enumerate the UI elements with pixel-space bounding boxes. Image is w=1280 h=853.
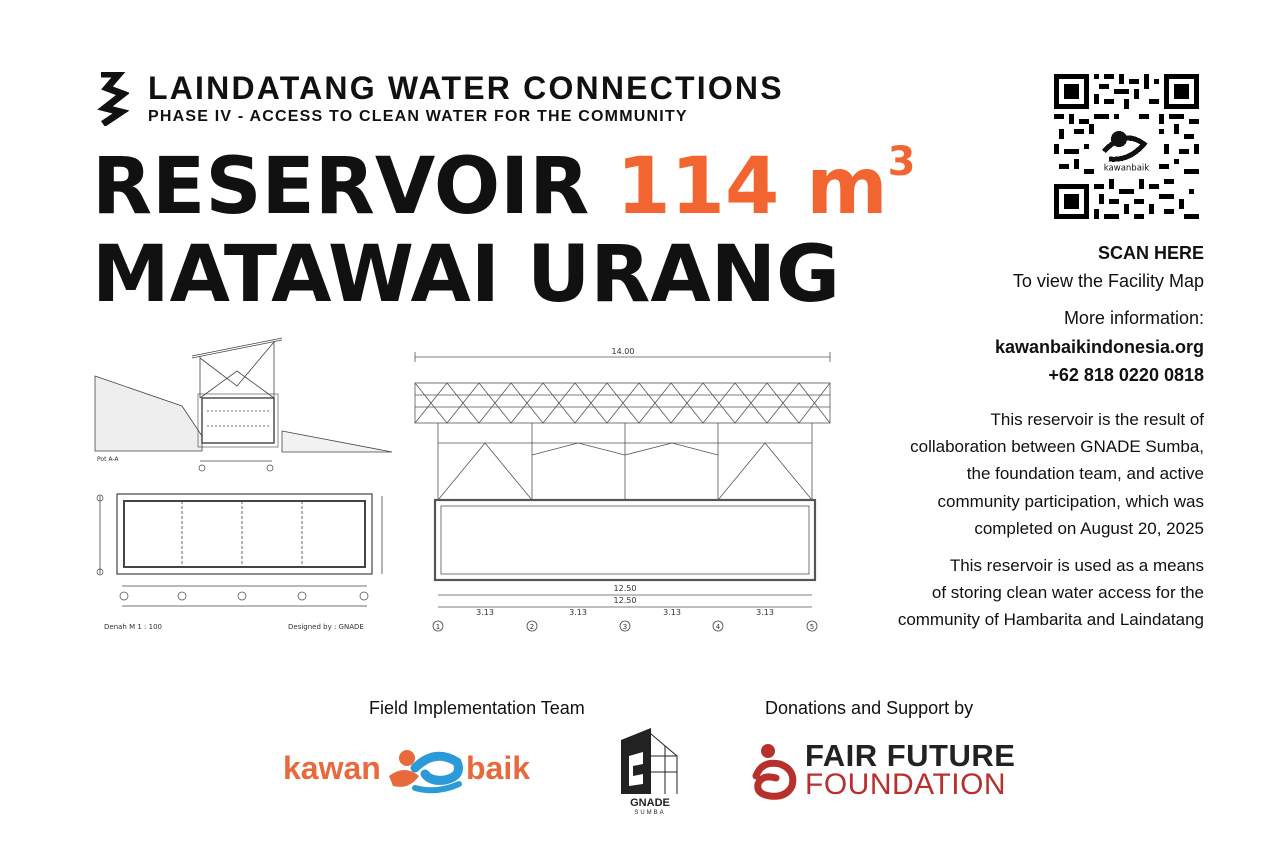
headline-location: MATAWAI URANG xyxy=(92,230,841,320)
gnade-logo xyxy=(615,726,685,816)
usage-paragraph: This reservoir is used as a means of storing clean water access for the community of Hambarita and Laindatang xyxy=(897,556,1204,630)
bay-dimension-1: 3.13 xyxy=(476,608,494,617)
support-label: Donations and Support by xyxy=(765,698,974,718)
project-title: LAINDATANG WATER CONNECTIONS xyxy=(148,70,784,106)
headline-reservoir-word: RESERVOIR xyxy=(92,142,590,232)
elevation-drawing xyxy=(410,345,835,635)
section-label: Pot A-A xyxy=(97,456,119,463)
bay-dimension-4: 3.13 xyxy=(756,608,774,617)
axis-label-3: 3 xyxy=(622,623,628,631)
volume-exponent: 3 xyxy=(887,139,916,185)
length-dimension-1: 12.50 xyxy=(613,584,637,593)
designer-credit: Designed by : GNADE xyxy=(288,623,364,631)
qr-logo-text: kawanbaik xyxy=(1103,163,1150,174)
fair-future-logo-line1: FAIR FUTURE xyxy=(805,738,1016,773)
project-subtitle: PHASE IV - ACCESS TO CLEAN WATER FOR THE COMMUNITY xyxy=(148,108,688,125)
fair-future-logo-line2: FOUNDATION xyxy=(805,768,1007,801)
headline-reservoir xyxy=(92,139,916,232)
gnade-name: GNADE xyxy=(630,797,670,809)
bay-dimension-3: 3.13 xyxy=(663,608,681,617)
team-label: Field Implementation Team xyxy=(369,698,585,718)
kawanbaik-logo-icon xyxy=(385,746,467,796)
axis-label-2: 2 xyxy=(529,623,535,631)
top-dimension: 14.00 xyxy=(611,347,635,356)
kawanbaik-logo-left: kawan xyxy=(283,750,381,786)
axis-label-4: 4 xyxy=(715,623,721,631)
website-link[interactable]: kawanbaikindonesia.org xyxy=(994,337,1204,357)
qr-code[interactable] xyxy=(1054,74,1199,219)
scan-label: SCAN HERE xyxy=(1097,243,1204,263)
scan-description: To view the Facility Map xyxy=(1012,271,1204,291)
project-logo-icon xyxy=(95,72,129,126)
length-dimension-2: 12.50 xyxy=(613,596,637,605)
kawanbaik-logo-right: baik xyxy=(466,750,531,786)
bay-dimension-2: 3.13 xyxy=(569,608,587,617)
more-info-label: More information: xyxy=(1063,308,1204,328)
axis-label-1: 1 xyxy=(435,623,441,631)
volume-value: 114 $m^3$ xyxy=(616,139,916,232)
plan-scale-label: Denah M 1 : 100 xyxy=(104,623,162,631)
fair-future-logo-icon xyxy=(752,742,802,800)
gnade-sub: SUMBA xyxy=(634,810,666,816)
axis-label-5: 5 xyxy=(809,623,815,631)
section-and-plan-drawing xyxy=(92,326,412,636)
phone-number[interactable]: +62 818 0220 0818 xyxy=(1048,365,1204,385)
collaboration-paragraph: This reservoir is the result of collaboration between GNADE Sumba, the foundation team, and active community participation, which was completed on August 20, 2025 xyxy=(910,410,1204,538)
